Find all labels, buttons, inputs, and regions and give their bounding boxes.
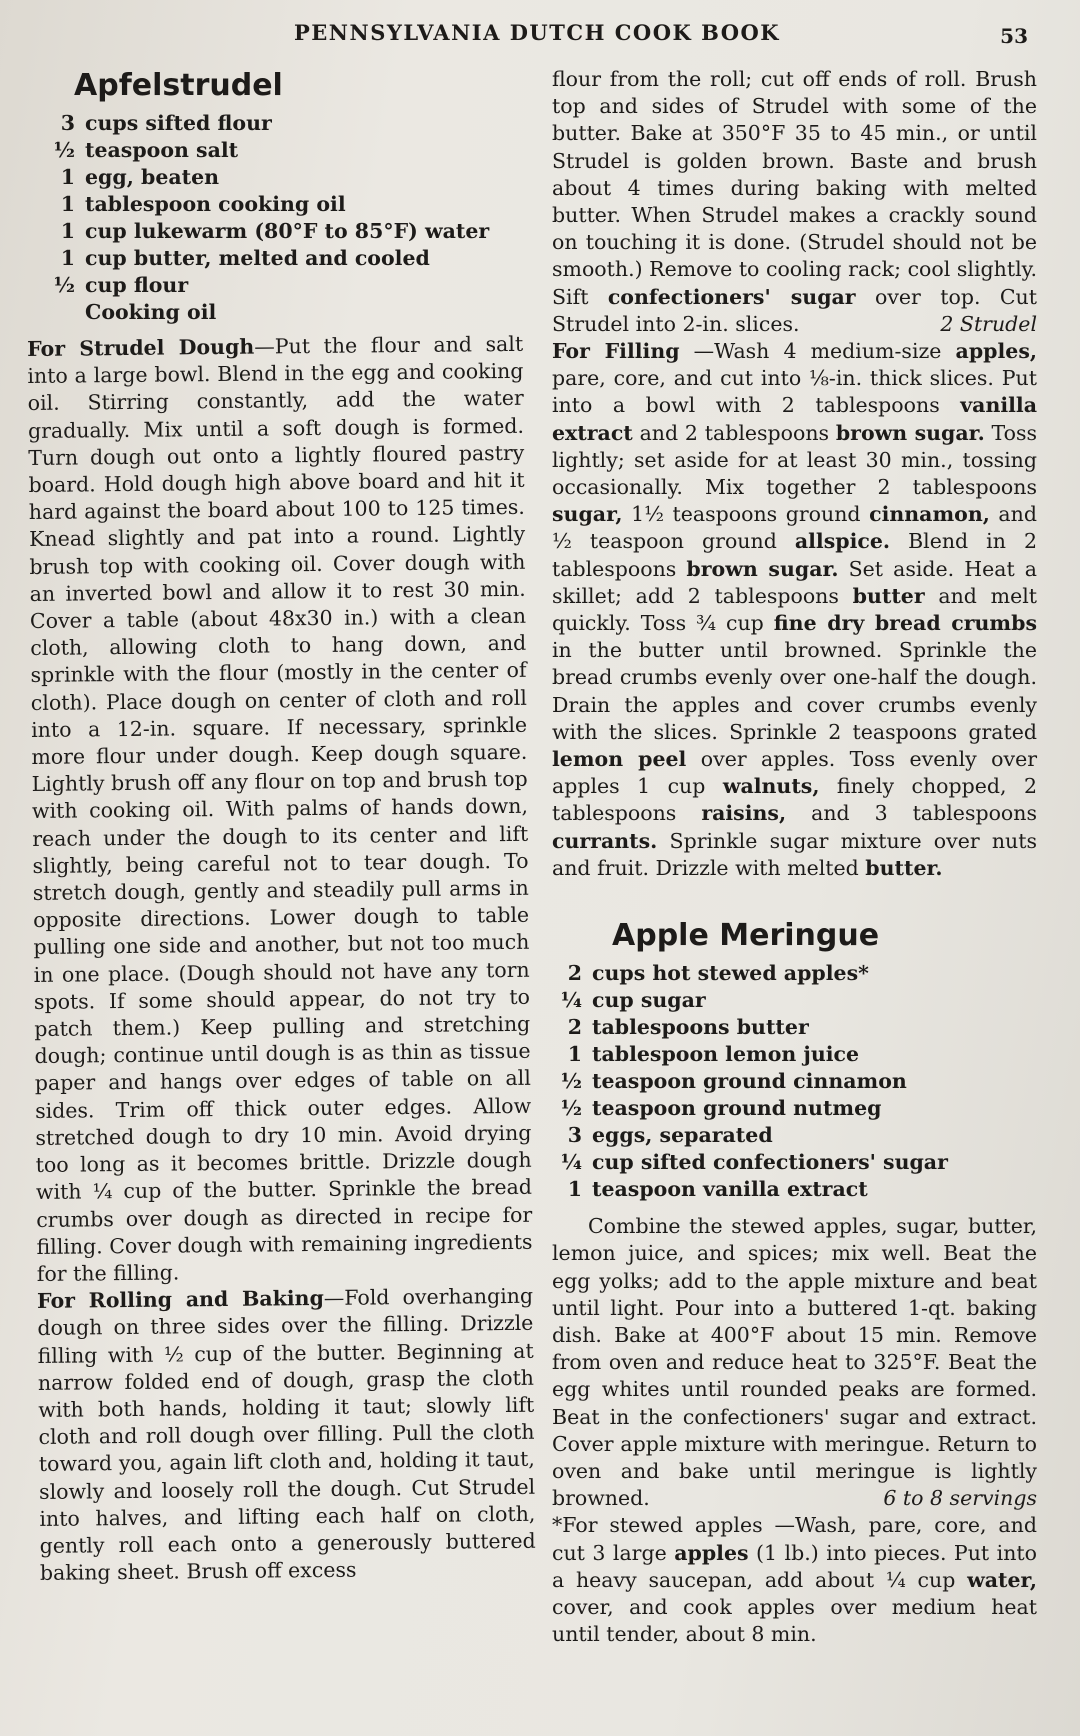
apfelstrudel-dough-instructions — [27, 331, 536, 1587]
running-head — [0, 20, 1080, 60]
apfelstrudel-ingredient-list — [27, 110, 523, 326]
ingredient-item — [552, 1149, 1037, 1176]
instruction-text: Blend in 2 tablespoons — [552, 529, 1037, 581]
bold-ingredient-term: lemon peel — [552, 747, 687, 772]
ingredient-item — [552, 1095, 1037, 1122]
instruction-text: and ½ teaspoon ground — [552, 502, 1037, 554]
ingredient-quantity: 1 — [567, 1042, 582, 1067]
ingredient-item — [27, 137, 523, 164]
ingredient-text: Cooking oil — [85, 300, 217, 324]
instruction-text: finely chopped, 2 tablespoons — [552, 774, 1038, 826]
ingredient-item — [552, 1068, 1037, 1095]
ingredient-item — [552, 1122, 1037, 1149]
filling-paragraph — [552, 338, 1037, 882]
ingredient-text: teaspoon vanilla extract — [592, 1177, 868, 1202]
ingredient-quantity: ½ — [560, 1096, 582, 1121]
instruction-text: —Wash, pare, core, and cut 3 large — [552, 1513, 1037, 1565]
instruction-text: cover, and cook apples over medium heat until tender, about 8 min. — [552, 1594, 1037, 1647]
ingredient-quantity: 3 — [60, 111, 75, 135]
ingredient-item — [27, 218, 523, 245]
right-column — [552, 66, 1037, 1648]
strudel-yield: 2 Strudel — [940, 311, 1037, 336]
meringue-method: Combine the stewed apples, sugar, butter, lemon juice, and spices; mix well. Beat the egg yolks; add to the apple mixture and beat until light. Pour into a buttered 1-qt. baking dish. Bake at 400°F about 15 min. Remove from oven and reduce heat to 325°F. Beat the egg whites until rounded peaks are formed. Beat in the confectioners' sugar and extract. Cover apple mixture with meringue. Return to oven and bake until meringue is lightly browned. — [552, 1214, 1037, 1511]
ingredient-text: cup flour — [85, 273, 189, 297]
bold-ingredient-term: allspice. — [794, 529, 891, 554]
ingredient-item — [552, 1041, 1037, 1068]
ingredient-text: teaspoon salt — [85, 138, 239, 162]
bold-ingredient-term: walnuts, — [722, 774, 820, 799]
instruction-text: —Wash 4 medium-size — [693, 339, 956, 364]
ingredient-item — [552, 1014, 1037, 1041]
ingredient-quantity: 2 — [567, 961, 582, 986]
ingredient-text: tablespoon cooking oil — [85, 192, 346, 216]
rolling-bold-term: confectioners' sugar — [607, 284, 856, 309]
ingredient-quantity: 1 — [60, 192, 75, 216]
ingredient-quantity: 3 — [567, 1123, 582, 1148]
bold-ingredient-term: cinnamon, — [869, 502, 990, 527]
dough-text: —Put the flour and salt into a large bowl. Blend in the egg and cooking oil. Stirring constantly, add the water gradually. Mix until a soft dough is formed. Turn dough out onto a lightly floured pastry board. Hold dough high above board and hit it hard against the board about 100 to 125 times. Knead slightly and pat into a round. Lightly brush top with cooking oil. Cover dough with an inverted bowl and allow it to rest 30 min. Cover a table (about 48x30 in.) with a clean cloth, allowing cloth to hang down, and sprinkle with the flour (mostly in the center of cloth). Place dough on center of cloth and roll into a 12-in. square. If necessary, sprinkle more flour under dough. Keep dough square. Lightly brush off any flour on top and brush top with cooking oil. With palms of hands down, reach under the dough to its center and lift slightly, being careful not to tear dough. To stretch dough, gently and steadily pull arms in opposite directions. Lower dough to table pulling one side and another, but not too much in one place. (Dough should not have any torn spots. If some should appear, do not try to patch them.) Keep pulling and stretching dough; continue until dough is as thin as tissue paper and hangs over edges of table on all sides. Trim off thick outer edges. Allow stretched dough to dry 10 min. Avoid drying too long as it becomes brittle. Drizzle dough with ¼ cup of the butter. Sprinkle the bread crumbs over dough as directed in recipe for filling. Cover dough with remaining ingredients for the filling. — [27, 331, 533, 1286]
instruction-text: in the butter until browned. Sprinkle the bread crumbs evenly over one-half the dough. Drain the apples and cover crumbs evenly with the slices. Sprinkle 2 teaspoons grated — [552, 638, 1037, 744]
ingredient-quantity: ½ — [53, 273, 75, 297]
ingredient-item — [552, 987, 1037, 1014]
rolling-lead: For Rolling and Baking — [36, 1286, 324, 1314]
ingredient-item — [27, 164, 523, 191]
bold-ingredient-term: brown sugar. — [686, 556, 839, 581]
ingredient-quantity: ¼ — [560, 1150, 582, 1175]
instruction-text: Sprinkle sugar mixture over nuts and fruit. Drizzle with melted — [552, 828, 1037, 880]
instruction-text: pare, core, and cut into ⅛-in. thick slices. Put into a bowl with 2 tablespoons — [552, 366, 1037, 418]
instruction-text: and melt quickly. Toss ¾ cup — [552, 583, 1037, 636]
footnote-lead: *For stewed apples — [552, 1513, 763, 1538]
apfelstrudel-rolling-continued — [552, 66, 1037, 882]
filling-lead: For Filling — [552, 339, 680, 364]
ingredient-item — [27, 245, 523, 272]
apple-meringue-title: Apple Meringue — [612, 918, 880, 954]
instruction-text: and 2 tablespoons — [632, 420, 836, 445]
bold-ingredient-term: fine dry bread crumbs — [773, 611, 1037, 636]
rolling-text-end: over top. Cut Strudel into 2-in. slices. — [552, 284, 1037, 336]
ingredient-quantity: ¼ — [560, 988, 582, 1013]
book-title: PENNSYLVANIA DUTCH COOK BOOK — [294, 20, 781, 45]
instruction-text: (1 lb.) into pieces. Put into a heavy saucepan, add about ¼ cup — [552, 1540, 1037, 1592]
ingredient-item — [27, 272, 523, 299]
ingredient-text: cup butter, melted and cooled — [85, 246, 430, 270]
bold-ingredient-term: apples — [674, 1540, 749, 1565]
ingredient-text: cup lukewarm (80°F to 85°F) water — [85, 219, 490, 243]
ingredient-text: cups hot stewed apples* — [592, 961, 869, 986]
ingredient-item — [552, 960, 1037, 987]
ingredient-text: teaspoon ground nutmeg — [592, 1096, 882, 1121]
dough-lead: For Strudel Dough — [27, 334, 255, 361]
ingredient-text: cup sugar — [592, 988, 706, 1013]
bold-ingredient-term: butter. — [865, 855, 943, 880]
bold-ingredient-term: brown sugar. — [835, 420, 985, 445]
bold-ingredient-term: apples, — [955, 339, 1037, 364]
instruction-text: and 3 tablespoons — [786, 801, 1037, 826]
instruction-text: Set aside. Heat a skillet; add 2 tablespoons — [552, 556, 1037, 608]
ingredient-item — [552, 1176, 1037, 1203]
ingredient-text: cups sifted flour — [85, 111, 272, 135]
ingredient-text: cup sifted confectioners' sugar — [592, 1150, 948, 1175]
ingredient-item — [27, 110, 523, 137]
ingredient-text: tablespoons butter — [592, 1015, 809, 1040]
instruction-text: 1½ teaspoons ground — [622, 502, 870, 527]
ingredient-quantity: 1 — [567, 1177, 582, 1202]
rolling-text: —Fold overhanging dough on three sides over the filling. Drizzle filling with ½ cup of the butter. Beginning at narrow folded end of dough, grasp the cloth with both hands, holding it taut; slowly lift cloth and roll dough over filling. Pull the cloth toward you, again lift cloth and, holding it taut, slowly and loosely roll the dough. Cut Strudel into halves, and lifting each half on cloth, gently roll each onto a generously buttered baking sheet. Brush off excess — [37, 1283, 536, 1586]
bold-ingredient-term: sugar, — [552, 502, 623, 527]
page-number: 53 — [1000, 24, 1028, 48]
apple-meringue-ingredient-list — [552, 960, 1037, 1203]
ingredient-quantity — [27, 299, 85, 326]
ingredient-quantity: 2 — [567, 1015, 582, 1040]
bold-ingredient-term: raisins, — [701, 801, 787, 826]
ingredient-text: egg, beaten — [85, 165, 220, 189]
left-column — [27, 66, 536, 1587]
ingredient-text: eggs, separated — [592, 1123, 773, 1148]
instruction-text: Toss lightly; set aside for at least 30 min., tossing occasionally. Mix together 2 tablespoons — [552, 420, 1037, 500]
bold-ingredient-term: water, — [967, 1567, 1037, 1592]
ingredient-quantity: 1 — [60, 165, 75, 189]
stewed-apples-footnote — [552, 1512, 1037, 1648]
ingredient-quantity: ½ — [53, 138, 75, 162]
ingredient-item — [27, 299, 523, 326]
ingredient-text: teaspoon ground cinnamon — [592, 1069, 907, 1094]
apfelstrudel-title: Apfelstrudel — [74, 68, 283, 103]
instruction-text: over apples. Toss evenly over apples 1 cup — [552, 747, 1037, 799]
meringue-yield: 6 to 8 servings — [883, 1486, 1037, 1511]
bold-ingredient-term: currants. — [552, 828, 658, 853]
apple-meringue-instructions — [552, 1213, 1037, 1648]
ingredient-quantity: ½ — [560, 1069, 582, 1094]
ingredient-text: tablespoon lemon juice — [592, 1042, 860, 1067]
ingredient-quantity: 1 — [60, 246, 75, 270]
ingredient-quantity: 1 — [60, 219, 75, 243]
bold-ingredient-term: butter — [852, 583, 925, 608]
ingredient-item — [27, 191, 523, 218]
bold-ingredient-term: vanilla extract — [552, 393, 1037, 445]
rolling-text-continued: flour from the roll; cut off ends of roll. Brush top and sides of Strudel with some of the butter. Bake at 350°F 35 to 45 min., or until Strudel is golden brown. Baste and brush about 4 times during baking with melted butter. When Strudel makes a crackly sound on touching it is done. (Strudel should not be smooth.) Remove to cooling rack; cool slightly. Sift — [552, 67, 1037, 309]
